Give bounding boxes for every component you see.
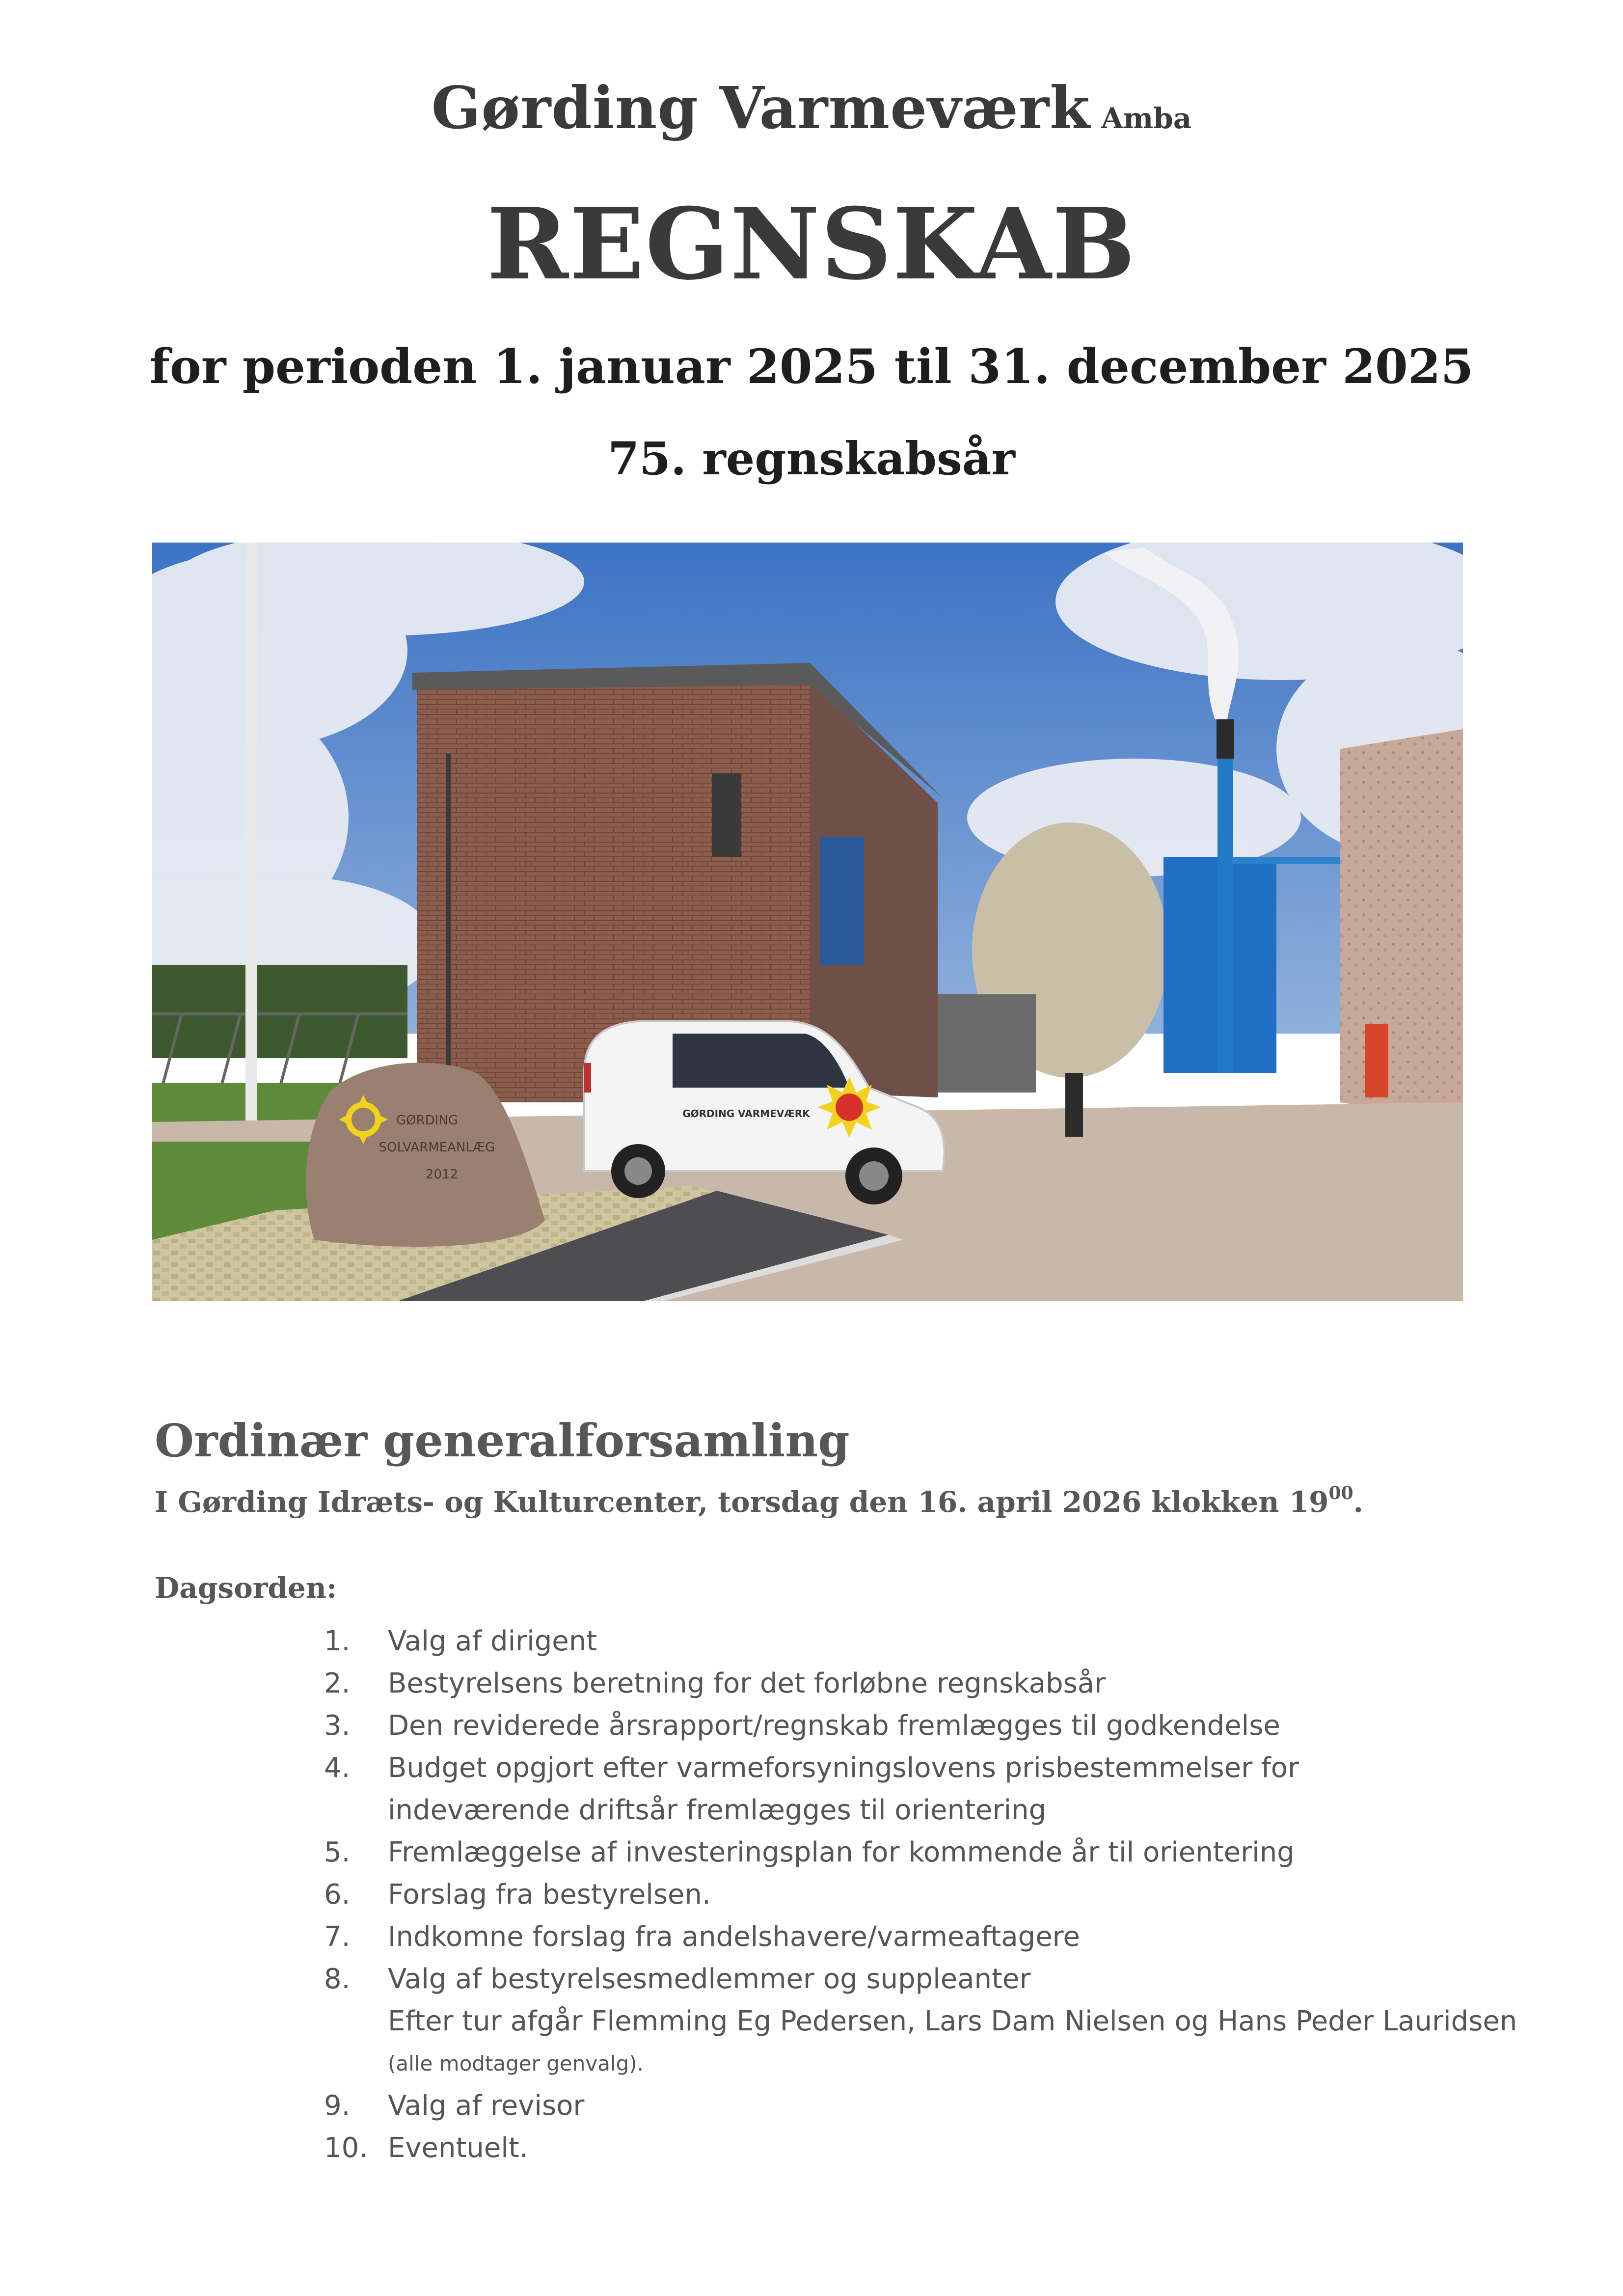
agenda-item	[324, 1747, 1502, 1831]
agenda-item-number: 1.	[324, 1625, 351, 1657]
meeting-location	[155, 1483, 1363, 1519]
agenda-item	[324, 1831, 1502, 1874]
downpipe	[446, 754, 451, 1073]
bollard	[1065, 1073, 1083, 1137]
stone-text-line1: GØRDING	[396, 1113, 458, 1128]
agenda-item	[324, 1663, 1502, 1705]
plant-pipe	[1232, 857, 1345, 864]
agenda-item-text: Bestyrelsens beretning for det forløbne regnskabsår	[388, 1667, 1106, 1699]
company-header	[0, 74, 1623, 142]
agenda-item-number: 4.	[324, 1752, 351, 1784]
agenda-item-number: 10.	[324, 2132, 368, 2164]
right-building	[1340, 729, 1463, 1122]
agenda-label: Dagsorden:	[155, 1571, 337, 1605]
document-title: REGNSKAB	[487, 187, 1136, 302]
agenda-item-text: Den reviderede årsrapport/regnskab fremlægges til godkendelse	[388, 1710, 1280, 1742]
meeting-time-superscript: 00	[1328, 1483, 1353, 1503]
agenda-item	[324, 1916, 1502, 1958]
agenda-item-number: 5.	[324, 1836, 351, 1868]
agenda-item-number: 2.	[324, 1667, 351, 1699]
agenda-item	[324, 2085, 1502, 2127]
van-text: GØRDING VARMEVÆRK	[682, 1108, 810, 1120]
agenda-item	[324, 1705, 1502, 1747]
agenda-item-number: 6.	[324, 1879, 351, 1911]
agenda-item	[324, 1958, 1517, 2085]
flagpole	[245, 543, 257, 1176]
red-door	[1365, 1024, 1388, 1097]
company-suffix: Amba	[1101, 102, 1192, 135]
chimney	[1217, 724, 1233, 1073]
agenda-item-text: Valg af revisor	[388, 2090, 585, 2122]
annex	[938, 994, 1036, 1093]
agenda-item-text-continued: indeværende driftsår fremlægges til orientering	[388, 1794, 1047, 1826]
company-name: Gørding Varmeværk	[431, 74, 1090, 142]
agenda-item-text: Forslag fra bestyrelsen.	[388, 1879, 711, 1911]
building-window	[712, 773, 741, 857]
agenda-list	[324, 1620, 1517, 2169]
chimney-top	[1217, 719, 1234, 759]
agenda-item-number: 8.	[324, 1963, 351, 1995]
agenda-item-text: Fremlæggelse af investeringsplan for kommende år til orientering	[388, 1836, 1295, 1868]
fiscal-year: 75. regnskabsår	[608, 432, 1015, 485]
agenda-item-number: 9.	[324, 2090, 351, 2122]
agenda-item-text: Budget opgjort efter varmeforsyningslovens prisbestemmelser for	[388, 1752, 1299, 1784]
meeting-location-end: .	[1353, 1485, 1363, 1519]
stone-text-line2: SOLVARMEANLÆG	[379, 1140, 495, 1155]
agenda-item-number: 3.	[324, 1710, 351, 1742]
reporting-period: for perioden 1. januar 2025 til 31. december 2025	[149, 339, 1474, 394]
agenda-item-number: 7.	[324, 1921, 351, 1953]
agenda-item-text: Valg af bestyrelsesmedlemmer og suppleanter	[388, 1963, 1031, 1995]
treeline	[152, 965, 407, 1058]
meeting-location-text: I Gørding Idræts- og Kulturcenter, torsdag den 16. april 2026 klokken 19	[155, 1485, 1329, 1519]
agenda-item-text: Indkomne forslag fra andelshavere/varmeaftagere	[388, 1921, 1080, 1953]
meeting-heading: Ordinær generalforsamling	[155, 1414, 850, 1467]
agenda-item-text: Valg af dirigent	[388, 1625, 597, 1657]
agenda-item-text-continued: Efter tur afgår Flemming Eg Pedersen, Lars Dam Nielsen og Hans Peder Lauridsen	[388, 2005, 1517, 2037]
agenda-item-note: (alle modtager genvalg).	[388, 2051, 644, 2076]
agenda-item	[324, 1874, 1502, 1916]
agenda-item-text: Eventuelt.	[388, 2132, 528, 2164]
cover-photo	[152, 543, 1463, 1301]
agenda-item	[324, 2127, 1502, 2169]
agenda-item	[324, 1620, 1502, 1663]
building-side-window	[820, 837, 864, 965]
stone-text-line3: 2012	[425, 1167, 459, 1182]
